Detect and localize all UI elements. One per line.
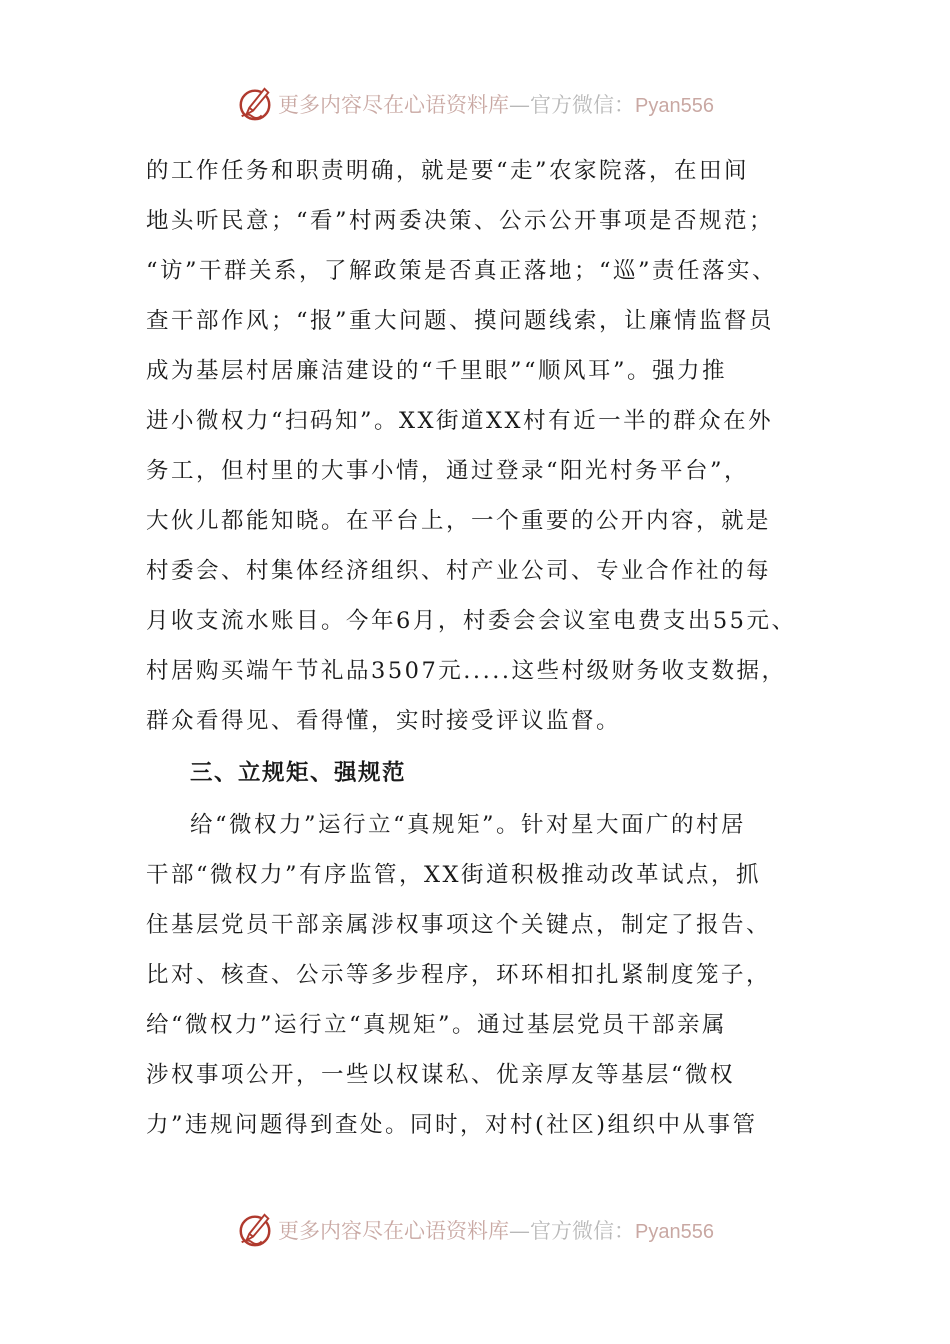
text-line: 给“微权力”运行立“真规矩”。针对星大面广的村居 [190,812,747,838]
text-line: 村居购买端午节礼品3507元.....这些村级财务收支数据， [146,658,787,684]
text-line: “访”干群关系，了解政策是否真正落地；“巡”责任落实、 [146,258,778,284]
text-line: 的工作任务和职责明确，就是要“走”农家院落，在田间 [146,158,750,184]
text-line: 务工，但村里的大事小情，通过登录“阳光村务平台”， [146,458,750,484]
document-body [146,146,826,1150]
text-line: 住基层党员干部亲属涉权事项这个关键点，制定了报告、 [146,912,772,938]
text-line: 给“微权力”运行立“真规矩”。通过基层党员干部亲属 [146,1012,728,1038]
text-line: 查干部作风；“报”重大问题、摸问题线索，让廉情监督员 [146,308,775,334]
text-line: 成为基层村居廉洁建设的“千里眼”“顺风耳”。强力推 [146,358,728,384]
watermark-header [0,82,950,126]
watermark-brand: 更多内容尽在心语资料库 [278,1219,510,1243]
text-line: 力”违规问题得到查处。同时，对村(社区)组织中从事管 [146,1112,758,1138]
text-line: 群众看得见、看得懂，实时接受评议监督。 [146,708,622,734]
watermark-official-label: 官方微信： [530,1219,636,1243]
text-line: 大伙儿都能知晓。在平台上，一个重要的公开内容，就是 [146,508,772,534]
text-line: 进小微权力“扫码知”。XX街道XX村有近一半的群众在外 [146,408,774,434]
watermark-wechat-id: Pyan556 [635,1221,714,1243]
text-line: 村委会、村集体经济组织、村产业公司、专业合作社的每 [146,558,772,584]
text-line: 涉权事项公开，一些以权谋私、优亲厚友等基层“微权 [146,1062,736,1088]
text-line: 比对、核查、公示等多步程序，环环相扣扎紧制度笼子， [146,962,772,988]
watermark-footer [0,1208,950,1252]
watermark-dash: — [509,93,531,117]
text-line: 月收支流水账目。今年6月，村委会会议室电费支出55元、 [146,608,797,634]
text-line: 干部“微权力”有序监管，XX街道积极推动改革试点，抓 [146,862,762,888]
watermark-wechat-id: Pyan556 [635,95,714,117]
text-line: 地头听民意；“看”村两委决策、公示公开事项是否规范； [146,208,775,234]
watermark-official-label: 官方微信： [530,93,636,117]
watermark-dash: — [509,1219,531,1243]
quill-pen-circle-logo-icon [236,1211,274,1249]
watermark-brand: 更多内容尽在心语资料库 [278,93,510,117]
section-heading: 三、立规矩、强规范 [190,760,407,786]
quill-pen-circle-logo-icon [236,85,274,123]
